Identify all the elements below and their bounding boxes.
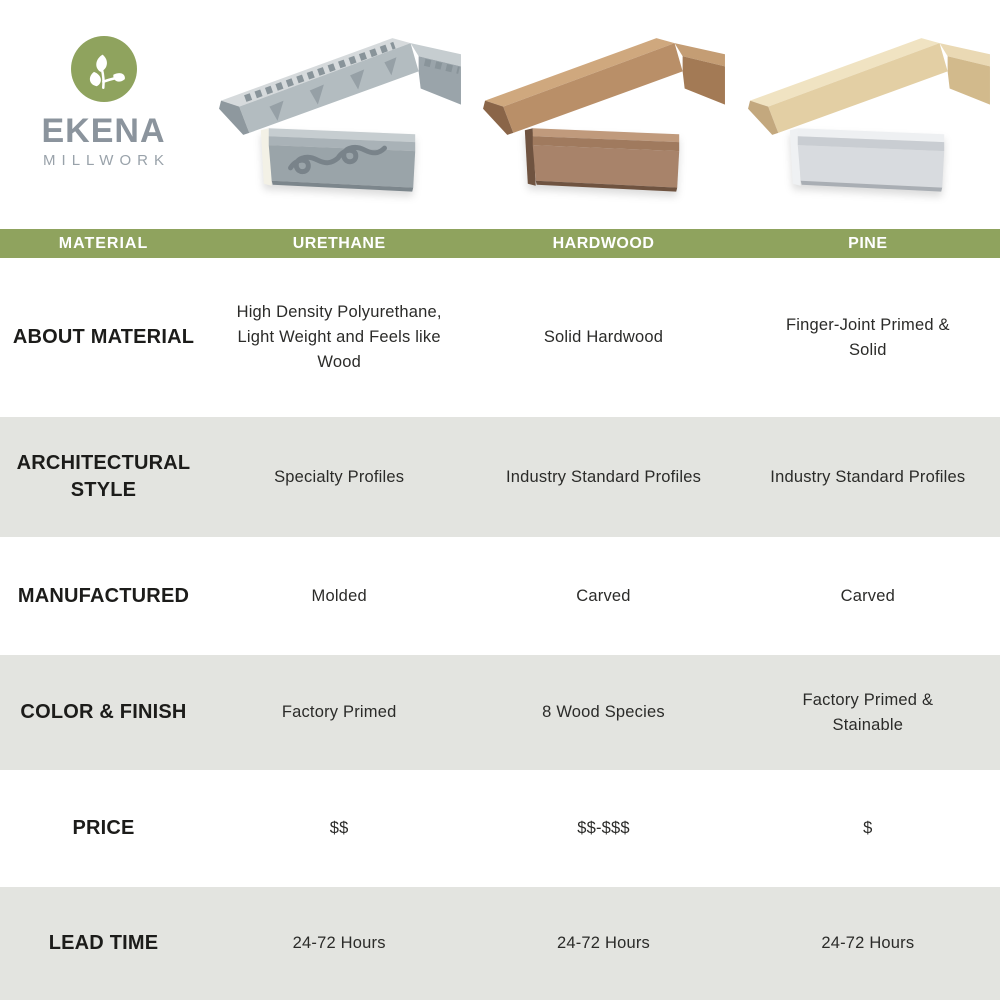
cell-pine-manufactured: Carved <box>840 586 896 605</box>
header-pine: PINE <box>848 234 888 252</box>
cell-hardwood-manufactured: Carved <box>576 586 631 605</box>
row-label: LEAD TIME <box>48 932 159 954</box>
table-row-about-material <box>0 258 1000 417</box>
cell-urethane-price: $$ <box>329 819 349 838</box>
cell-hardwood-about: Solid Hardwood <box>543 328 664 347</box>
brand-tagline: MILLWORK <box>43 152 170 169</box>
row-label: ARCHITECTURAL STYLE <box>16 452 191 501</box>
cell-hardwood-style: Industry Standard Profiles <box>505 467 702 486</box>
plant-sprig-icon <box>81 46 127 92</box>
row-label: MANUFACTURED <box>17 584 190 607</box>
product-column-pine <box>736 0 1000 229</box>
table-row-lead-time <box>0 887 1000 1000</box>
cell-urethane-finish: Factory Primed <box>281 703 397 722</box>
cell-hardwood-finish: 8 Wood Species <box>542 703 665 722</box>
header-material: MATERIAL <box>58 234 149 252</box>
top-section <box>0 0 1000 229</box>
row-label: PRICE <box>72 817 135 839</box>
cell-hardwood-price: $$-$$$ <box>577 819 630 838</box>
product-column-hardwood <box>471 0 735 229</box>
table-row-manufactured <box>0 537 1000 655</box>
cell-pine-about: Finger-Joint Primed & Solid <box>785 315 950 359</box>
table-row-color-finish <box>0 655 1000 770</box>
brand-logo <box>0 0 207 229</box>
cell-urethane-about: High Density Polyurethane, Light Weight and Feels like Wood <box>236 303 442 371</box>
header-hardwood: HARDWOOD <box>552 234 655 252</box>
cell-urethane-lead-time: 24-72 Hours <box>292 934 386 953</box>
logo-circle <box>71 36 137 102</box>
cell-urethane-manufactured: Molded <box>311 586 367 605</box>
cell-pine-style: Industry Standard Profiles <box>770 467 966 486</box>
hardwood-trim-image <box>509 118 697 196</box>
cell-pine-lead-time: 24-72 Hours <box>821 934 915 953</box>
row-label: COLOR & FINISH <box>20 701 187 723</box>
urethane-decorative-trim-image <box>245 118 433 196</box>
cell-pine-price: $ <box>863 819 873 838</box>
row-label: ABOUT MATERIAL <box>12 326 195 348</box>
pine-trim-image <box>774 118 962 196</box>
brand-name: EKENA <box>41 112 166 150</box>
comparison-table <box>0 258 1000 1000</box>
table-row-price <box>0 770 1000 887</box>
table-header-band <box>0 229 1000 258</box>
cell-hardwood-lead-time: 24-72 Hours <box>556 934 650 953</box>
table-row-architectural-style <box>0 417 1000 537</box>
cell-pine-finish: Factory Primed & Stainable <box>802 690 934 734</box>
cell-urethane-style: Specialty Profiles <box>274 467 405 486</box>
product-column-urethane <box>207 0 471 229</box>
header-urethane: URETHANE <box>292 234 386 252</box>
